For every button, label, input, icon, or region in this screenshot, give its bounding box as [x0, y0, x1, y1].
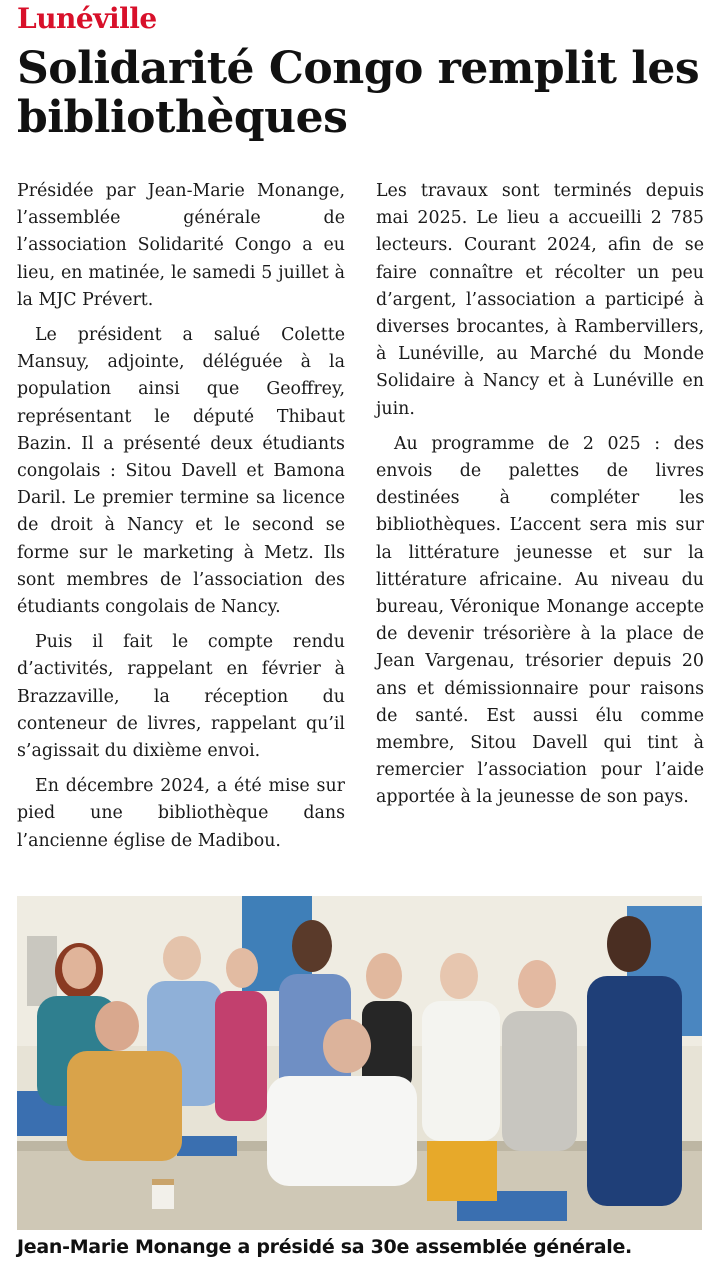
- paragraph: Puis il fait le compte rendu d’activités, rappelant en février à Brazzaville, la réception du conteneur de livres, rappelant qu’il s’agissait du dixième envoi.: [17, 632, 345, 762]
- paragraph: En décembre 2024, a été mise sur pied une bibliothèque dans l’ancienne église de Madibou.: [17, 776, 345, 851]
- group-photo: [17, 896, 702, 1230]
- paragraph: Au programme de 2 025 : des envois de palettes de livres destinées à compléter les bibliothèques. L’accent sera mis sur la littérature jeunesse et sur la littérature africaine. Au niveau du bureau, Véronique Monange accepte de devenir trésorière à la place de Jean Vargenau, trésorier depuis 20 ans et démissionnaire pour raisons de santé. Est aussi élu comme membre, Sitou Davell qui tint à remercier l’association pour l’aide apportée à la jeunesse de son pays.: [376, 433, 704, 808]
- paragraph: Les travaux sont terminés depuis mai 2025. Le lieu a accueilli 2 785 lecteurs. Courant 2024, afin de se faire connaître et récolter un peu d’argent, l’association a participé à diverses brocantes, à Rambervillers, à Lunéville, au Marché du Monde Solidaire à Nancy et à Lunéville en juin.: [376, 181, 704, 419]
- photo-caption: Jean-Marie Monange a présidé sa 30e assemblée générale.: [17, 1236, 632, 1258]
- paragraph: Présidée par Jean-Marie Monange, l’assemblée générale de l’association Solidarité Congo a eu lieu, en matinée, le samedi 5 juillet à la MJC Prévert.: [17, 181, 345, 310]
- article-column-left: [17, 178, 345, 863]
- section-rubric: Lunéville: [17, 2, 157, 35]
- article-column-right: [376, 178, 704, 820]
- paragraph: Le président a salué Colette Mansuy, adjointe, déléguée à la population ainsi que Geoffrey, représentant le député Thibaut Bazin. Il a présenté deux étudiants congolais : Sitou Davell et Bamona Daril. Le premier termine sa licence de droit à Nancy et le second se forme sur le marketing à Metz. Ils sont membres de l’association des étudiants congolais de Nancy.: [17, 325, 345, 618]
- headline: Solidarité Congo remplit les bibliothèques: [17, 43, 700, 143]
